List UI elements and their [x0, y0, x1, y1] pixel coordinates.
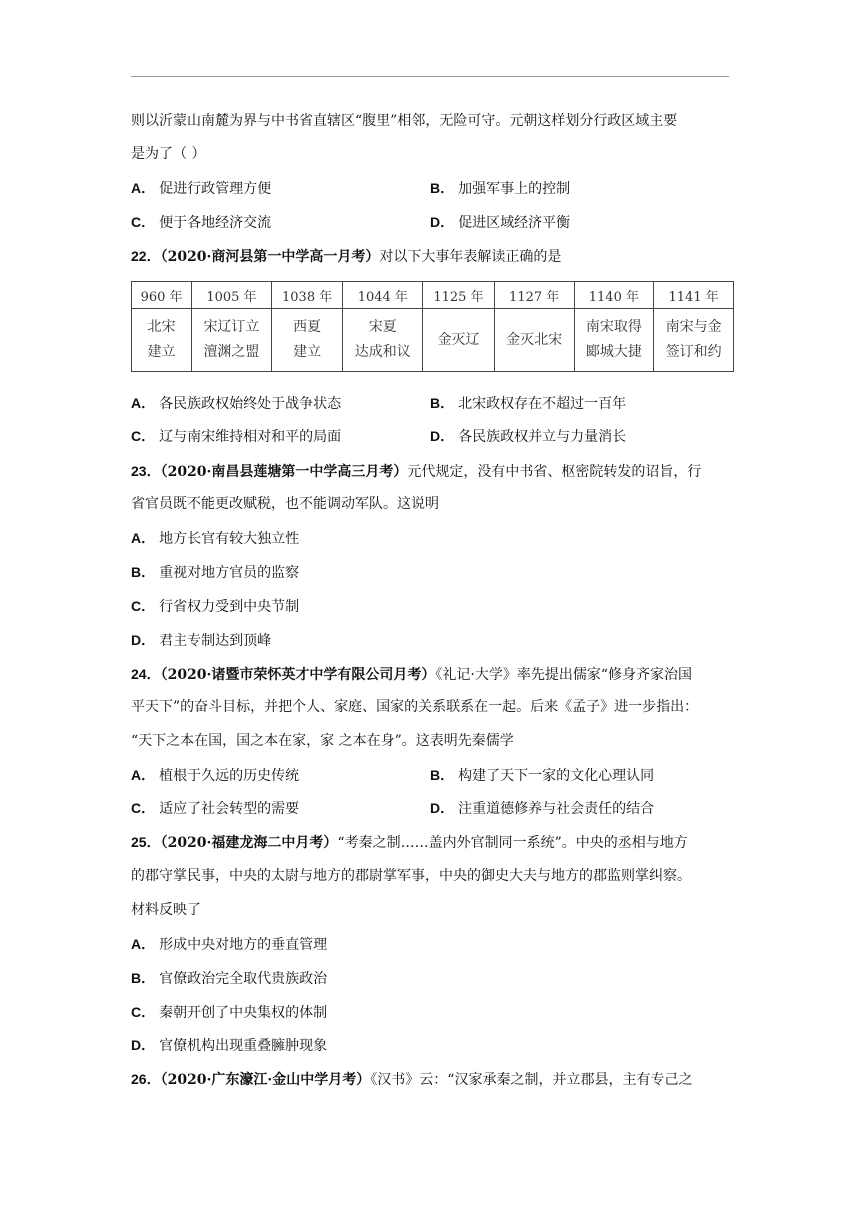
- q26-number: 26．: [131, 1071, 161, 1087]
- q25-stem-line2: 的郡守掌民事，中央的太尉与地方的郡尉掌军事，中央的御史大夫与地方的郡监则掌纠察。: [131, 868, 691, 884]
- year-cell: 1141 年: [654, 282, 734, 309]
- q24-option-b[interactable]: B． 构建了天下一家的文化心理认同: [430, 767, 655, 784]
- q22-option-b[interactable]: B． 北宋政权存在不超过一百年: [430, 395, 627, 412]
- q23-option-c[interactable]: C． 行省权力受到中央节制: [131, 598, 300, 615]
- q23-source: （2020·南昌县莲塘第一中学高三月考）: [160, 464, 408, 480]
- year-cell: 1125 年: [423, 282, 495, 309]
- q22-number: 22．: [131, 248, 161, 264]
- event-cell: 南宋取得 郾城大捷: [574, 309, 654, 372]
- year-cell: 1140 年: [574, 282, 654, 309]
- q24-option-c[interactable]: C． 适应了社会转型的需要: [131, 800, 300, 817]
- year-cell: 1005 年: [192, 282, 272, 309]
- q23-option-b[interactable]: B． 重视对地方官员的监察: [131, 564, 300, 581]
- event-cell: 宋夏 达成和议: [343, 309, 423, 372]
- q25-option-a[interactable]: A． 形成中央对地方的垂直管理: [131, 936, 328, 953]
- q24-number: 24．: [131, 666, 161, 682]
- q23-option-d[interactable]: D． 君主专制达到顶峰: [131, 632, 272, 649]
- q25-option-b[interactable]: B． 官僚政治完全取代贵族政治: [131, 970, 328, 987]
- q26-source: （2020·广东濠江·金山中学月考）: [160, 1072, 371, 1088]
- q22-option-a[interactable]: A． 各民族政权始终处于战争状态: [131, 395, 342, 412]
- q23-number: 23．: [131, 463, 161, 479]
- q21-stem-line2: 是为了（ ）: [131, 146, 206, 162]
- year-cell: 960 年: [132, 282, 192, 309]
- q21-option-a[interactable]: A． 促进行政管理方便: [131, 180, 272, 197]
- q21-option-c[interactable]: C． 便于各地经济交流: [131, 214, 272, 231]
- event-cell: 南宋与金 签订和约: [654, 309, 734, 372]
- q22-option-d[interactable]: D． 各民族政权并立与力量消长: [430, 428, 627, 445]
- q25-option-c[interactable]: C． 秦朝开创了中央集权的体制: [131, 1004, 328, 1021]
- q25-number: 25．: [131, 834, 161, 850]
- q25-source: （2020·福建龙海二中月考）: [160, 835, 338, 851]
- events-table-event-row: [132, 309, 734, 372]
- q24-option-d[interactable]: D． 注重道德修养与社会责任的结合: [430, 800, 655, 817]
- q26-stem-line1: 26．（2020·广东濠江·金山中学月考）《汉书》云：“汉家承秦之制，并立郡县，主有专己之: [131, 1071, 693, 1088]
- q24-stem-line2: 平天下”的奋斗目标，并把个人、家庭、国家的关系联系在一起。后来《孟子》进一步指出：: [131, 699, 699, 715]
- event-cell: 金灭辽: [423, 309, 495, 372]
- year-cell: 1038 年: [271, 282, 343, 309]
- event-cell: 宋辽订立 澶渊之盟: [192, 309, 272, 372]
- q21-stem-line1: 则以沂蒙山南麓为界与中书省直辖区“腹里”相邻，无险可守。元朝这样划分行政区域主要: [131, 113, 678, 129]
- events-table-year-row: [132, 282, 734, 309]
- q25-stem-line1: 25．（2020·福建龙海二中月考）“考秦之制……盖内外官制同一系统”。中央的丞相与地方: [131, 834, 688, 851]
- q24-source: （2020·诸暨市荣怀英才中学有限公司月考）: [160, 667, 436, 683]
- q21-option-b[interactable]: B． 加强军事上的控制: [430, 180, 571, 197]
- q23-option-a[interactable]: A． 地方长官有较大独立性: [131, 530, 300, 547]
- q23-stem-line1: 23．（2020·南昌县莲塘第一中学高三月考）元代规定，没有中书省、枢密院转发的诏旨，行: [131, 463, 702, 480]
- q24-option-a[interactable]: A． 植根于久远的历史传统: [131, 767, 300, 784]
- q22-option-c[interactable]: C． 辽与南宋维持相对和平的局面: [131, 428, 342, 445]
- q22-stem: [131, 245, 561, 268]
- q25-stem-line3: 材料反映了: [131, 902, 201, 918]
- event-cell: 北宋 建立: [132, 309, 192, 372]
- header-rule: [131, 76, 729, 77]
- event-cell: 金灭北宋: [494, 309, 574, 372]
- year-cell: 1044 年: [343, 282, 423, 309]
- year-cell: 1127 年: [494, 282, 574, 309]
- q22-stem-text: 对以下大事年表解读正确的是: [379, 249, 562, 265]
- q21-option-d[interactable]: D． 促进区域经济平衡: [430, 214, 571, 231]
- event-cell: 西夏 建立: [271, 309, 343, 372]
- q25-option-d[interactable]: D． 官僚机构出现重叠臃肿现象: [131, 1037, 328, 1054]
- events-table: [131, 281, 734, 372]
- q23-stem-line2: 省官员既不能更改赋税，也不能调动军队。这说明: [131, 496, 439, 512]
- q24-stem-line3: “天下之本在国，国之本在家，家 之本在身”。这表明先秦儒学: [131, 733, 514, 749]
- q22-source: （2020·商河县第一中学高一月考）: [160, 249, 380, 265]
- q24-stem-line1: 24．（2020·诸暨市荣怀英才中学有限公司月考）《礼记·大学》率先提出儒家“修身齐家治国: [131, 666, 693, 683]
